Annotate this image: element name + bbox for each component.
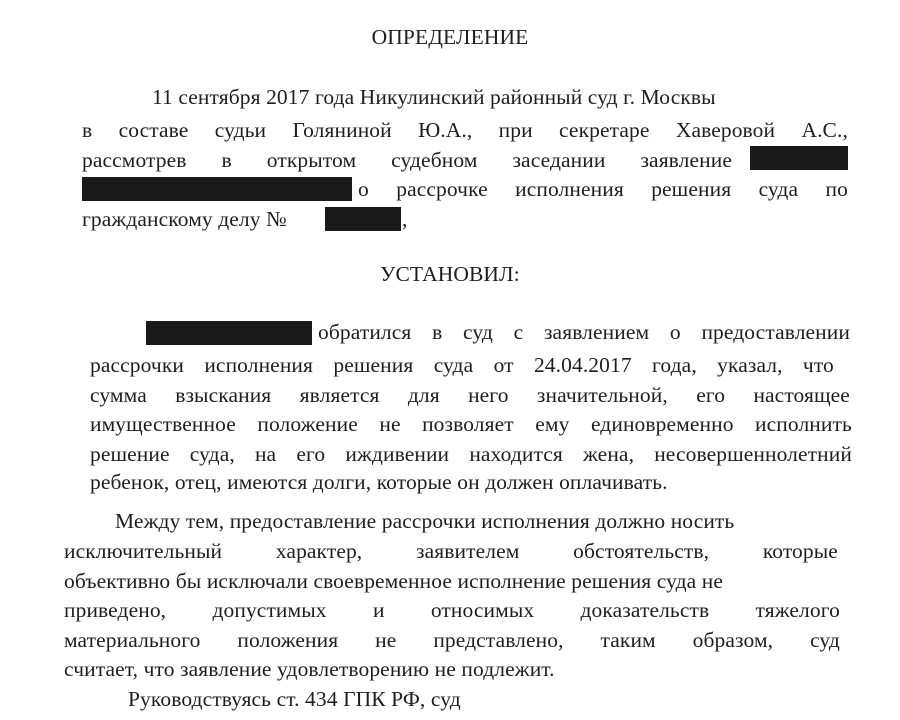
word: обстоятельств,	[573, 539, 710, 563]
word: не	[379, 412, 401, 436]
word: позволяет	[422, 412, 514, 436]
word: исполнения	[204, 353, 314, 377]
word: находится	[469, 442, 563, 466]
intro-line-5-end: ,	[402, 207, 408, 231]
word: в	[432, 320, 443, 344]
word: составе	[118, 118, 189, 142]
word: суд	[810, 628, 840, 652]
word: при	[498, 118, 533, 142]
word: его	[696, 383, 726, 407]
word: что	[802, 353, 834, 377]
word: положения	[237, 628, 339, 652]
word: от	[493, 353, 514, 377]
word: открытом	[266, 148, 357, 172]
word: о	[358, 177, 369, 201]
redacted-block-applicant-3	[146, 321, 312, 345]
reasoning-line-4	[64, 596, 840, 624]
word: материального	[64, 628, 201, 652]
word: Ю.А.,	[418, 118, 473, 142]
word: является	[299, 383, 380, 407]
word: характер,	[275, 539, 363, 563]
word: секретаре	[559, 118, 650, 142]
word: судьи	[214, 118, 267, 142]
redacted-block-applicant-2	[82, 177, 352, 201]
section-heading-established: УСТАНОВИЛ:	[380, 262, 520, 286]
word: на	[254, 442, 277, 466]
reasoning-line-3: объективно бы исключали своевременное исполнение решения суда не	[64, 569, 724, 593]
word: которые	[762, 539, 838, 563]
word: жена,	[583, 442, 635, 466]
word: заседании	[512, 148, 606, 172]
word: него	[468, 383, 509, 407]
word: решение	[90, 442, 170, 466]
word: указал,	[717, 353, 783, 377]
word: по	[825, 177, 848, 201]
word: рассрочке	[396, 177, 488, 201]
word: исполнения	[515, 177, 624, 201]
established-line-2	[90, 351, 834, 379]
intro-line-1: 11 сентября 2017 года Никулинский районный суд г. Москвы	[152, 85, 716, 109]
word: исполнить	[755, 412, 852, 436]
word: таким	[600, 628, 656, 652]
word: суд	[463, 320, 493, 344]
word: положение	[257, 412, 358, 436]
word: ему	[535, 412, 570, 436]
redacted-block-applicant-1	[750, 146, 848, 170]
established-line-6: ребенок, отец, имеются долги, которые он должен оплачивать.	[90, 470, 668, 494]
word: его	[296, 442, 326, 466]
established-line-1	[318, 318, 850, 346]
word: для	[407, 383, 440, 407]
word: представлено,	[433, 628, 564, 652]
word: иждивении	[345, 442, 450, 466]
word: предоставлении	[701, 320, 850, 344]
word: исключительный	[64, 539, 223, 563]
word: единовременно	[590, 412, 734, 436]
word: рассрочки	[90, 353, 184, 377]
word: Хаверовой	[675, 118, 776, 142]
intro-line-5-start: гражданскому делу №	[82, 207, 287, 231]
word: взыскания	[175, 383, 272, 407]
word: 24.04.2017	[533, 353, 632, 377]
intro-line-3	[82, 146, 732, 174]
word: не	[375, 628, 397, 652]
established-line-4	[90, 410, 852, 438]
word: приведено,	[64, 598, 167, 622]
scan-fold-text	[140, 494, 145, 502]
word: образом,	[692, 628, 774, 652]
reasoning-line-6: считает, что заявление удовлетворению не подлежит.	[64, 657, 555, 681]
word: обратился	[318, 320, 412, 344]
word: решения	[651, 177, 732, 201]
word: имущественное	[90, 412, 236, 436]
reasoning-line-2	[64, 537, 838, 565]
word: суда	[433, 353, 474, 377]
word: с	[513, 320, 524, 344]
intro-line-4	[358, 175, 848, 203]
word: в	[82, 118, 93, 142]
word: судебном	[391, 148, 478, 172]
reasoning-line-1: Между тем, предоставление рассрочки исполнения должно носить	[115, 509, 735, 533]
scan-fold-artifact	[60, 494, 860, 504]
word: года,	[652, 353, 697, 377]
established-line-3	[90, 381, 850, 409]
document-title: ОПРЕДЕЛЕНИЕ	[371, 25, 529, 49]
word: заявителем	[416, 539, 520, 563]
word: Голяниной	[292, 118, 392, 142]
word: значительной,	[536, 383, 668, 407]
word: заявление	[640, 148, 732, 172]
word: А.С.,	[801, 118, 848, 142]
word: допустимых	[212, 598, 327, 622]
word: суда	[758, 177, 799, 201]
word: сумма	[90, 383, 147, 407]
word: в	[221, 148, 232, 172]
closing-line: Руководствуясь ст. 434 ГПК РФ, суд	[128, 687, 461, 711]
redacted-block-case-number	[325, 207, 401, 231]
word: несовершеннолетний	[654, 442, 852, 466]
word: решения	[333, 353, 414, 377]
word: о	[669, 320, 681, 344]
word: настоящее	[753, 383, 850, 407]
word: доказательств	[580, 598, 710, 622]
word: суда,	[189, 442, 235, 466]
reasoning-line-5	[64, 626, 840, 654]
word: и	[372, 598, 385, 622]
intro-line-2	[82, 116, 848, 144]
word: тяжелого	[755, 598, 840, 622]
word: заявлением	[543, 320, 650, 344]
established-line-5	[90, 440, 852, 468]
word: рассмотрев	[82, 148, 187, 172]
word: относимых	[430, 598, 535, 622]
